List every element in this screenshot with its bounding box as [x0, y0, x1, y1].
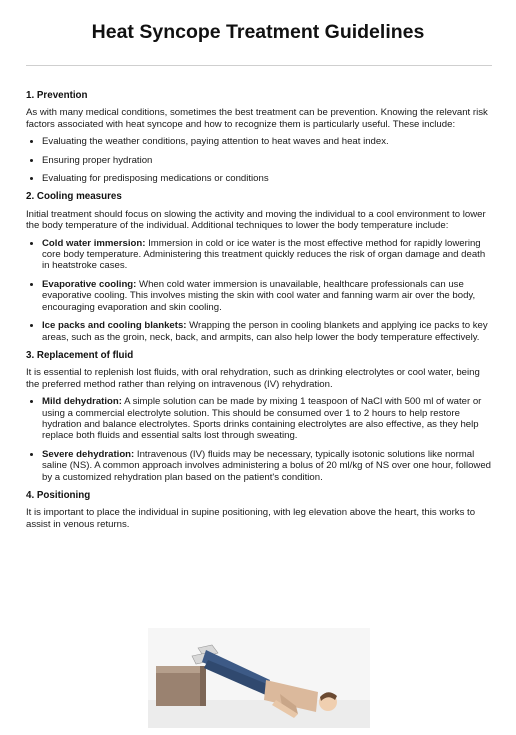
section-prevention [26, 90, 491, 184]
section-heading: 4. Positioning [26, 489, 91, 501]
bullet-list [26, 136, 491, 184]
item-text: Evaluating for predisposing medications or conditions [42, 173, 269, 185]
item-text: Ensuring proper hydration [42, 154, 153, 166]
item-text: Wrapping the person in cooling blankets and applying ice packs to key areas, such as the groin, neck, back, and armpits, can also help lower the body temperature effectively. [42, 320, 488, 343]
item-label: Cold water immersion: [42, 237, 146, 249]
support-box-icon [156, 666, 206, 706]
list-item [42, 396, 491, 442]
list-item [42, 449, 491, 483]
section-heading: 3. Replacement of fluid [26, 349, 134, 361]
item-text: Immersion in cold or ice water is the most effective method for rapidly lowering core body temperature. Administering this treatment quickly reduces the risk of organ damage and death in heatstroke cases. [42, 237, 486, 272]
page-title: Heat Syncope Treatment Guidelines [91, 21, 425, 43]
document-body [26, 90, 491, 536]
title-divider [26, 65, 492, 66]
item-label: Evaporative cooling: [42, 278, 137, 290]
item-text: When cold water immersion is unavailable, healthcare professionals can use evaporative cooling. This involves misting the skin with cool water and fanning warm air over the body, encouraging evaporation and skin cooling. [42, 278, 476, 313]
item-label: Mild dehydration: [42, 396, 122, 408]
list-item [42, 320, 491, 343]
supine-leg-elevation-illustration [148, 628, 370, 728]
bullet-list [26, 396, 491, 483]
item-text: Evaluating the weather conditions, paying attention to heat waves and heat index. [42, 136, 389, 148]
item-text: A simple solution can be made by mixing 1 teaspoon of NaCl with 500 ml of water or using a commercial electrolyte solution. This should be consumed over 1 to 2 hours to help restore hydration and balance electrolytes. Sports drinks containing electrolytes are also effective, as they help replace both fluids and essential salts lost through sweating. [42, 396, 482, 442]
item-text: Intravenous (IV) fluids may be necessary, typically isotonic solutions like normal saline (NS). A common approach involves administering a bolus of 20 ml/kg of NS over one hour, followed by a customized rehydration plan based on the patient's condition. [42, 448, 492, 483]
section-cooling-measures [26, 191, 491, 342]
section-intro: Initial treatment should focus on slowing the activity and moving the individual to a cool environment to lower the body temperature of the individual. Additional techniques to lower the body temperature include: [26, 208, 486, 232]
bullet-list [26, 238, 491, 343]
list-item [42, 155, 491, 166]
list-item [42, 173, 491, 184]
item-label: Severe dehydration: [42, 448, 135, 460]
section-positioning [26, 490, 491, 530]
section-intro: As with many medical conditions, sometimes the best treatment can be prevention. Knowing the relevant risk factors associated with heat syncope and how to recognize them is particularly useful. These include: [26, 107, 488, 130]
section-intro: It is essential to replenish lost fluids, with oral rehydration, such as drinking electrolytes or cool water, being the preferred method rather than relying on intravenous (IV) rehydration. [26, 367, 480, 390]
section-heading: 2. Cooling measures [26, 191, 122, 203]
section-replacement-of-fluid [26, 350, 491, 483]
item-label: Ice packs and cooling blankets: [42, 320, 187, 332]
list-item [42, 238, 491, 272]
section-intro: It is important to place the individual in supine positioning, with leg elevation above the heart, this works to assist in venous returns. [26, 507, 476, 530]
list-item [42, 136, 491, 147]
list-item [42, 279, 491, 313]
section-heading: 1. Prevention [26, 90, 88, 101]
